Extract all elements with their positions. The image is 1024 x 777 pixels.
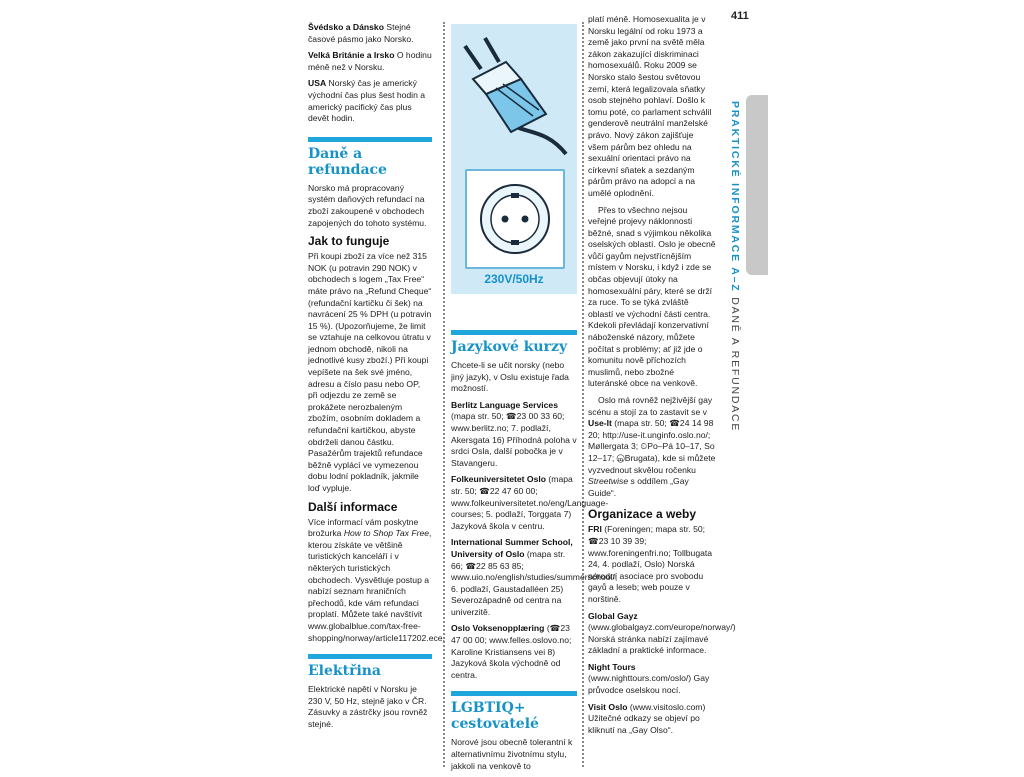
column-divider <box>443 22 445 767</box>
section-tab <box>746 95 768 275</box>
timezone-entry: Švédsko a Dánsko Stejné časové pásmo jako Norsko. <box>308 22 414 44</box>
org-entry: FRI (Foreningen; mapa str. 50; ☎23 10 39 39; www.foreningenfri.no; Tollbugata 24, 4. podlaží, Oslo) Norská národní asociace pro svobodu gayů a leseb; web pouze v norštině. <box>588 524 713 604</box>
column-divider <box>582 22 584 767</box>
lgbt-text-cont: platí méně. Homosexualita je v Norsku legální od roku 1973 a země jako první na světě měla zákon zakazující diskriminaci homosexuálů. Roku 2009 se Norsko stalo šestou světovou zemí, která legalizovala sňatky osob stejného pohlaví. Došlo k tomu poté, co parlament schválil genderově neutrální manželské právo. Nový zákon zajišťuje všem párům bez ohledu na sexuální orientaci právo na církevní sňatek a sezdaným párům právo na adopci a na umělé oplodnění. <box>588 14 712 198</box>
timezone-entry: Velká Británie a Irsko O hodinu méně než v Norsku. <box>308 50 432 72</box>
lgbt-text: Norové jsou obecně tolerantní k alternativnímu životnímu stylu, jakkoli na venkově to <box>451 737 573 771</box>
side-header-primary: PRAKTICKÉ INFORMACE A–Z <box>729 101 741 293</box>
course-entry: International Summer School, University of Oslo (mapa str. 66; ☎22 85 63 85; www.uio.no/english/studies/summerschool/; 6. podlaží, Gaustadalléen 25) Severozápadně od centra na univerzitě. <box>451 537 618 617</box>
section-bar <box>451 330 577 335</box>
voltage-label: 230V/50Hz <box>484 272 544 286</box>
org-entry: Night Tours (www.nighttours.com/oslo/) Gay průvodce oselskou nocí. <box>588 661 710 696</box>
plug-socket-illustration <box>451 24 577 294</box>
lgbt-text-cont: Oslo má rovněž nejživější gay scénu a stojí za to zastavit se v Use-It (mapa str. 50; ☎24 14 98 20; http://use-it.unginfo.oslo.no/; Møllergata 3; ⏲Po–Pá 10–17, So 12–17; ⓜBrugata), kde si můžete vyzvednout skvělou ročenku Streetwise s oddílem „Gay Guide“. <box>588 395 716 498</box>
subtitle-organizace: Organizace a weby <box>588 507 697 522</box>
column-1 <box>308 22 445 736</box>
section-title-jazykove: Jazykové kurzy <box>451 339 568 355</box>
subtitle-jak: Jak to funguje <box>308 234 390 249</box>
section-title-lgbt: LGBTIQ+ cestovatelé <box>451 700 539 733</box>
plug-icon <box>451 24 577 164</box>
elektrina-text: Elektrické napětí v Norsku je 230 V, 50 Hz, stejně jako v ČR. Zásuvky a zástrčky jsou rovněž stejné. <box>308 684 428 729</box>
timezone-entry: USA Norský čas je americký východní čas plus šest hodin a americký pacifický čas plus devět hodin. <box>308 78 426 124</box>
course-entry: Folkeuniversitetet Oslo (mapa str. 50; ☎22 47 60 00; www.folkeuniversitetet.no/eng/Language-courses; 5. podlaží, Torggata 7) Jazyková škola v centru. <box>451 474 609 531</box>
side-header <box>723 101 743 433</box>
section-bar <box>308 654 432 659</box>
subtitle-dalsi: Další informace <box>308 499 398 514</box>
page-number: 411 <box>731 10 749 22</box>
org-entry: Global Gayz (www.globalgayz.com/europe/norway/) Norská stránka nabízí zajímavé základní a praktické informace. <box>588 610 736 656</box>
section-title-elektrina: Elektřina <box>308 663 382 680</box>
dane-text: Norsko má propracovaný systém daňových refundací na zboží zakoupené v obchodech zapojených do tohoto systému. <box>308 182 427 228</box>
side-header-secondary: DANĚ A REFUNDACE <box>729 297 741 433</box>
socket-icon <box>465 169 565 269</box>
section-bar <box>451 691 577 696</box>
lgbt-text-cont: Přes to všechno nejsou veřejné projevy náklonnosti běžné, snad s výjimkou několika oselských oblastí. Oslo je obecně vůči gayům nejvstřícnějším místem v Norsku, i když i zde se občas objevují útoky na homosexuální páry, které se drží za ruce. To se týká zvláště oblastí ve východní části centra. Kdekoli převládají konzervativní náboženské názory, můžete počítat s problémy; ať již jde o komunitu nově příchozích muslimů, nebo zbožné luteránské obce na venkově. <box>588 204 716 389</box>
section-title-dane: Daně a refundace <box>308 145 387 178</box>
column-2 <box>451 22 618 777</box>
jazykove-intro: Chcete-li se učit norsky (nebo jiný jazyk), v Oslu existuje řada možností. <box>451 360 569 394</box>
section-bar <box>308 137 432 142</box>
dalsi-text: Více informací vám poskytne brožurka How to Shop Tax Free, kterou získáte ve většině turistických kanceláří i v některých turistických obchodech. Vysvětluje postup a nabízí seznam hraničních přechodů, kde vám refundaci proplatí. Můžete také navštívit www.globalblue.com/tax-free-shopping/norway/article117202.ece. <box>308 516 445 643</box>
org-entry: Visit Oslo (www.visitoslo.com) Užitečné odkazy se objeví po kliknutí na „Gay Olso“. <box>588 701 706 735</box>
course-entry: Oslo Voksenopplæring (☎23 47 00 00; www.felles.oslovo.no; Karoline Kristiansens vei 8) Jazyková škola východně od centra. <box>451 623 572 680</box>
jak-text: Při koupi zboží za více než 315 NOK (u potravin 290 NOK) v obchodech s logem „Tax Free“ máte právo na „Refund Cheque“ (refundační kartičku či šek) na navrácení 25 % DPH (u potravin 15 %). (Upozorňujeme, že limit se vztahuje na celkovou útratu v jednom obchodě, nikoli na jednotlivé kusy zboží.) Při koupi vepíšete na šek své jméno, adresu a číslo pasu nebo OP, při odjezdu ze země se prokážete nerozbaleným zbožím, osobním dokladem a refundační kartičkou, abyste obdrželi danou částku. Pasažérům trajektů refundace běžně vyplácí ve vymezenou dobu lodní pokladník, jakmile loď vypluje. <box>308 251 432 493</box>
course-entry: Berlitz Language Services (mapa str. 50; ☎23 00 33 60; www.berlitz.no; 7. podlaží, Akersgata 16) Příhodná poloha v srdci Osla, další pobočka je v Stavangeru. <box>451 399 577 468</box>
